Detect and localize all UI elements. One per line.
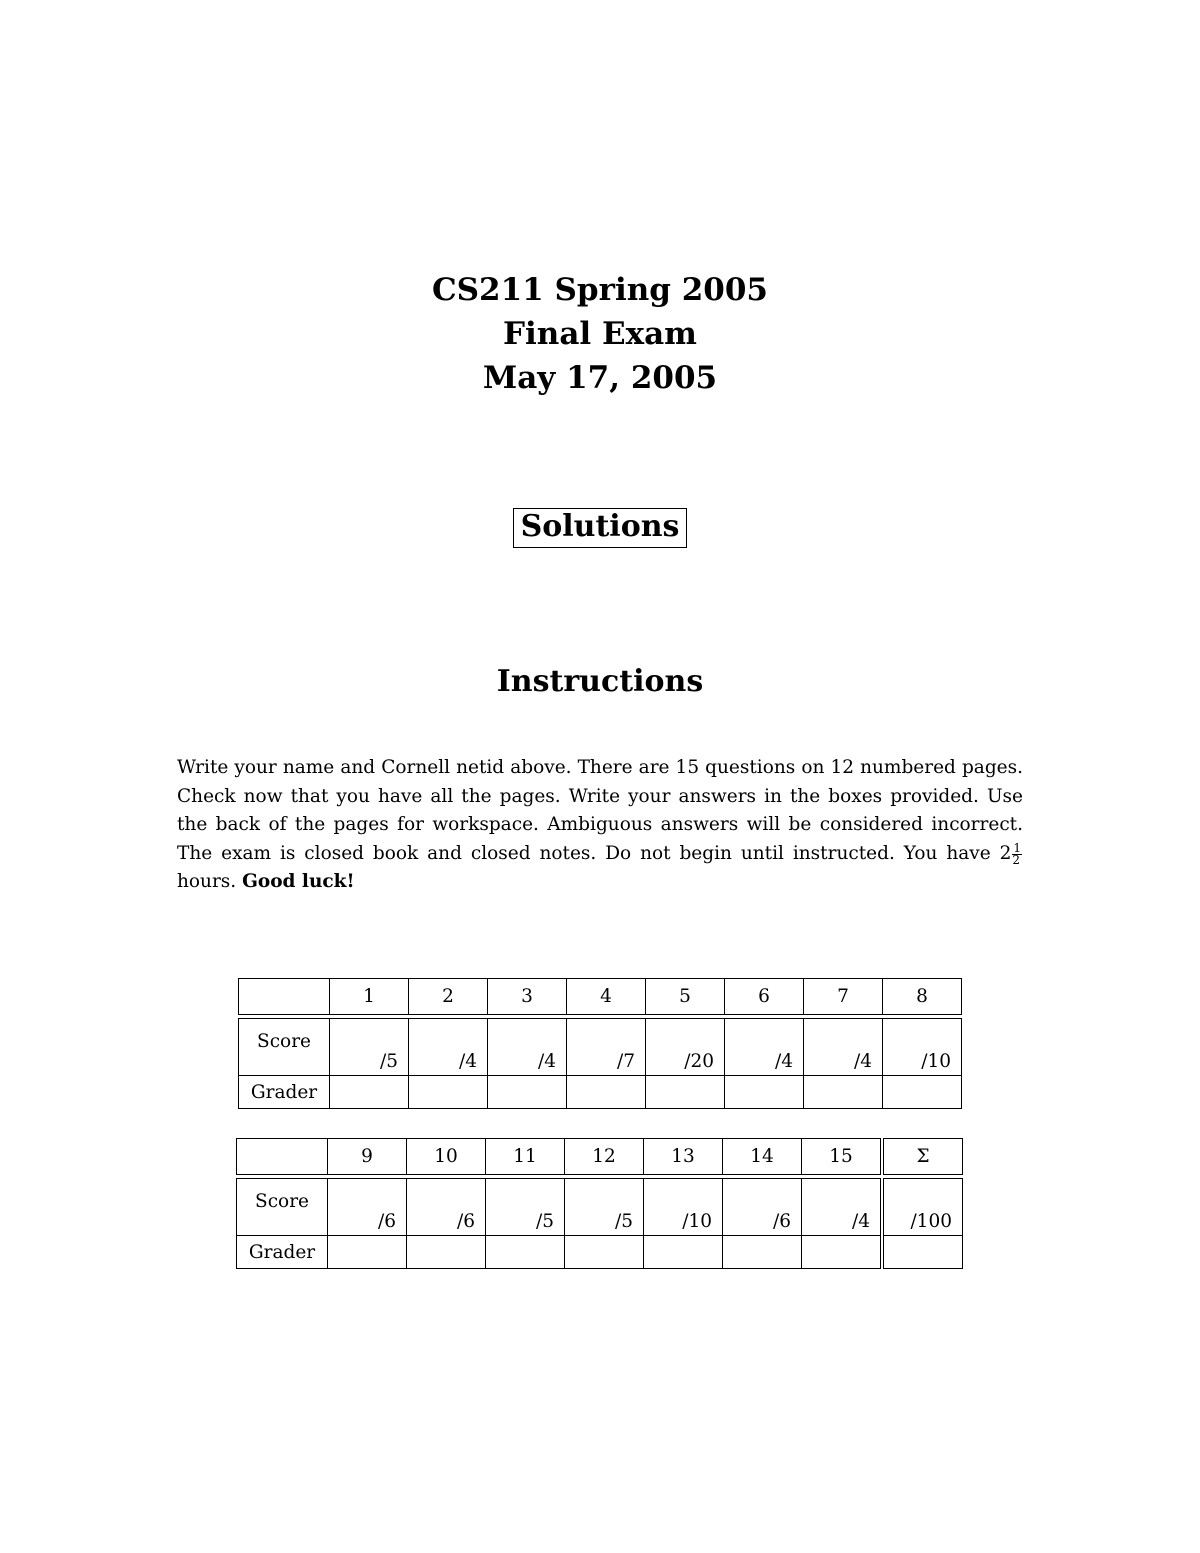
question-number: 1 xyxy=(330,979,409,1015)
question-number: 7 xyxy=(804,979,883,1015)
max-points: /5 xyxy=(535,1211,554,1232)
score-cell xyxy=(802,1179,883,1236)
question-number: 14 xyxy=(723,1139,802,1175)
max-points: /7 xyxy=(616,1051,635,1072)
grader-cell xyxy=(488,1076,567,1109)
score-label: Score xyxy=(255,1191,309,1212)
exam-name: Final Exam xyxy=(503,316,697,352)
solutions-banner xyxy=(0,508,1200,548)
grader-row xyxy=(239,1076,962,1109)
score-cell xyxy=(409,1019,488,1076)
score-cell xyxy=(644,1179,723,1236)
grader-label: Grader xyxy=(239,1076,330,1109)
exam-date: May 17, 2005 xyxy=(482,360,718,396)
max-points: /5 xyxy=(379,1051,398,1072)
max-points: /6 xyxy=(772,1211,791,1232)
max-points: /10 xyxy=(921,1051,951,1072)
total-score-cell xyxy=(882,1179,963,1236)
question-number: 5 xyxy=(646,979,725,1015)
score-cell xyxy=(565,1179,644,1236)
max-points: /4 xyxy=(537,1051,556,1072)
grader-cell xyxy=(567,1076,646,1109)
max-points: /5 xyxy=(614,1211,633,1232)
question-number: 11 xyxy=(486,1139,565,1175)
grader-cell xyxy=(407,1236,486,1269)
grader-cell xyxy=(802,1236,883,1269)
score-table-1 xyxy=(238,978,962,1109)
question-number: 3 xyxy=(488,979,567,1015)
total-header: Σ xyxy=(882,1139,963,1175)
score-label: Score xyxy=(257,1031,311,1052)
max-points: /4 xyxy=(853,1051,872,1072)
question-number: 10 xyxy=(407,1139,486,1175)
fraction-numerator: 1 xyxy=(1013,840,1021,855)
max-points: /4 xyxy=(851,1211,870,1232)
question-number: 4 xyxy=(567,979,646,1015)
grader-cell xyxy=(644,1236,723,1269)
grader-cell xyxy=(565,1236,644,1269)
score-cell xyxy=(725,1019,804,1076)
max-points: /4 xyxy=(458,1051,477,1072)
grader-cell xyxy=(804,1076,883,1109)
score-cell xyxy=(407,1179,486,1236)
max-points: /10 xyxy=(682,1211,712,1232)
table-header-row xyxy=(237,1139,963,1175)
question-number: 15 xyxy=(802,1139,883,1175)
question-number: 12 xyxy=(565,1139,644,1175)
max-points: /20 xyxy=(684,1051,714,1072)
score-label-cell xyxy=(239,1019,330,1076)
total-grader-cell xyxy=(882,1236,963,1269)
question-number: 8 xyxy=(883,979,962,1015)
score-cell xyxy=(486,1179,565,1236)
max-points: /6 xyxy=(456,1211,475,1232)
score-cell xyxy=(883,1019,962,1076)
score-cell xyxy=(328,1179,407,1236)
fraction-half xyxy=(1012,840,1022,867)
score-table-2 xyxy=(236,1138,963,1269)
instructions-text: Write your name and Cornell netid above. There are 15 questions on 12 numbered pages. Check now that you have all the pages. Write your answers in the boxes provided. Use the back of the pages for workspace. Ambiguous answers will be considered incorrect. The exam is closed book and closed notes. Do not begin until instructed. You have 2 xyxy=(177,757,1023,864)
score-cell xyxy=(567,1019,646,1076)
table-header-row xyxy=(239,979,962,1015)
instructions-paragraph xyxy=(177,754,1023,897)
header-blank-cell xyxy=(237,1139,328,1175)
max-points: /4 xyxy=(774,1051,793,1072)
question-number: 2 xyxy=(409,979,488,1015)
grader-cell xyxy=(409,1076,488,1109)
grader-label: Grader xyxy=(237,1236,328,1269)
score-cell xyxy=(488,1019,567,1076)
fraction-denominator: 2 xyxy=(1012,852,1020,867)
grader-cell xyxy=(486,1236,565,1269)
total-max-points: /100 xyxy=(910,1211,952,1232)
exam-title xyxy=(0,268,1200,400)
score-cell xyxy=(330,1019,409,1076)
grader-cell xyxy=(723,1236,802,1269)
question-number: 6 xyxy=(725,979,804,1015)
good-luck: Good luck! xyxy=(242,871,355,892)
question-number: 9 xyxy=(328,1139,407,1175)
grader-cell xyxy=(646,1076,725,1109)
solutions-label: Solutions xyxy=(513,508,688,548)
score-cell xyxy=(723,1179,802,1236)
instructions-heading: Instructions xyxy=(496,664,704,699)
grader-cell xyxy=(330,1076,409,1109)
grader-cell xyxy=(328,1236,407,1269)
score-label-cell xyxy=(237,1179,328,1236)
grader-cell xyxy=(725,1076,804,1109)
course-title: CS211 Spring 2005 xyxy=(431,272,769,308)
grader-row xyxy=(237,1236,963,1269)
header-blank-cell xyxy=(239,979,330,1015)
max-points: /6 xyxy=(377,1211,396,1232)
score-row xyxy=(239,1019,962,1076)
question-number: 13 xyxy=(644,1139,723,1175)
instructions-text-end: hours. xyxy=(177,871,243,892)
score-cell xyxy=(804,1019,883,1076)
score-cell xyxy=(646,1019,725,1076)
grader-cell xyxy=(883,1076,962,1109)
score-row xyxy=(237,1179,963,1236)
